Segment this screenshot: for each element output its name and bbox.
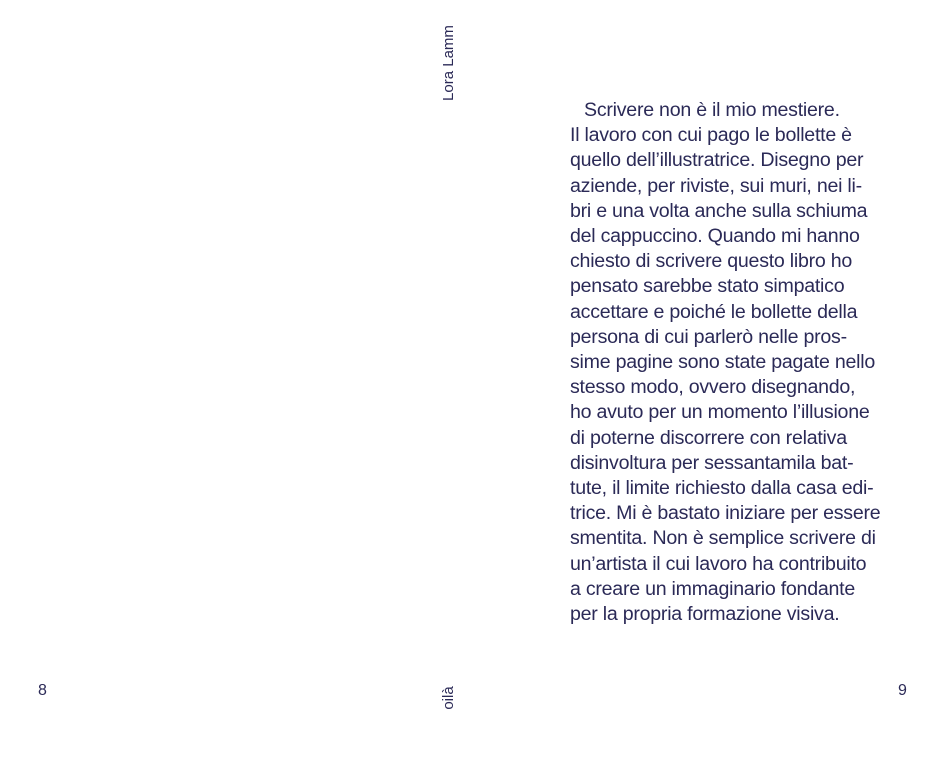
paragraph-line: tute, il limite richiesto dalla casa edi- xyxy=(570,477,874,500)
running-head-text: Lora Lamm xyxy=(440,25,457,101)
paragraph-line: stesso modo, ovvero disegnando, xyxy=(570,376,856,399)
paragraph-line: disinvoltura per sessantamila bat- xyxy=(570,451,854,474)
page-number-right: 9 xyxy=(898,682,907,699)
paragraph-line: smentita. Non è semplice scrivere di xyxy=(570,527,876,550)
paragraph-line: Il lavoro con cui pago le bollette è xyxy=(570,124,852,147)
paragraph-line: accettare e poiché le bollette della xyxy=(570,300,858,323)
paragraph-line: pensato sarebbe stato simpatico xyxy=(570,275,845,298)
paragraph-line: trice. Mi è bastato iniziare per essere xyxy=(570,502,881,525)
running-foot-text: oilà xyxy=(440,686,457,710)
running-head-author xyxy=(438,22,460,104)
paragraph-line: ho avuto per un momento l’illusione xyxy=(570,401,870,424)
paragraph-line: aziende, per riviste, sui muri, nei li- xyxy=(570,174,862,197)
paragraph-line: a creare un immaginario fondante xyxy=(570,577,855,600)
running-foot-title xyxy=(438,684,460,712)
page-number-left: 8 xyxy=(38,682,47,699)
paragraph-line: bri e una volta anche sulla schiuma xyxy=(570,199,868,222)
paragraph-line: sime pagine sono state pagate nello xyxy=(570,351,875,374)
paragraph-line: un’artista il cui lavoro ha contribuito xyxy=(570,552,867,575)
paragraph-line: per la propria formazione visiva. xyxy=(570,603,840,626)
paragraph-line: chiesto di scrivere questo libro ho xyxy=(570,250,853,273)
paragraph-line: Scrivere non è il mio mestiere. xyxy=(584,99,840,121)
paragraph-line: di poterne discorrere con relativa xyxy=(570,426,847,449)
paragraph-line: persona di cui parlerò nelle pros- xyxy=(570,325,847,348)
body-paragraph xyxy=(570,98,915,627)
paragraph-line: quello dell’illustratrice. Disegno per xyxy=(570,149,864,172)
paragraph-line: del cappuccino. Quando mi hanno xyxy=(570,225,860,248)
